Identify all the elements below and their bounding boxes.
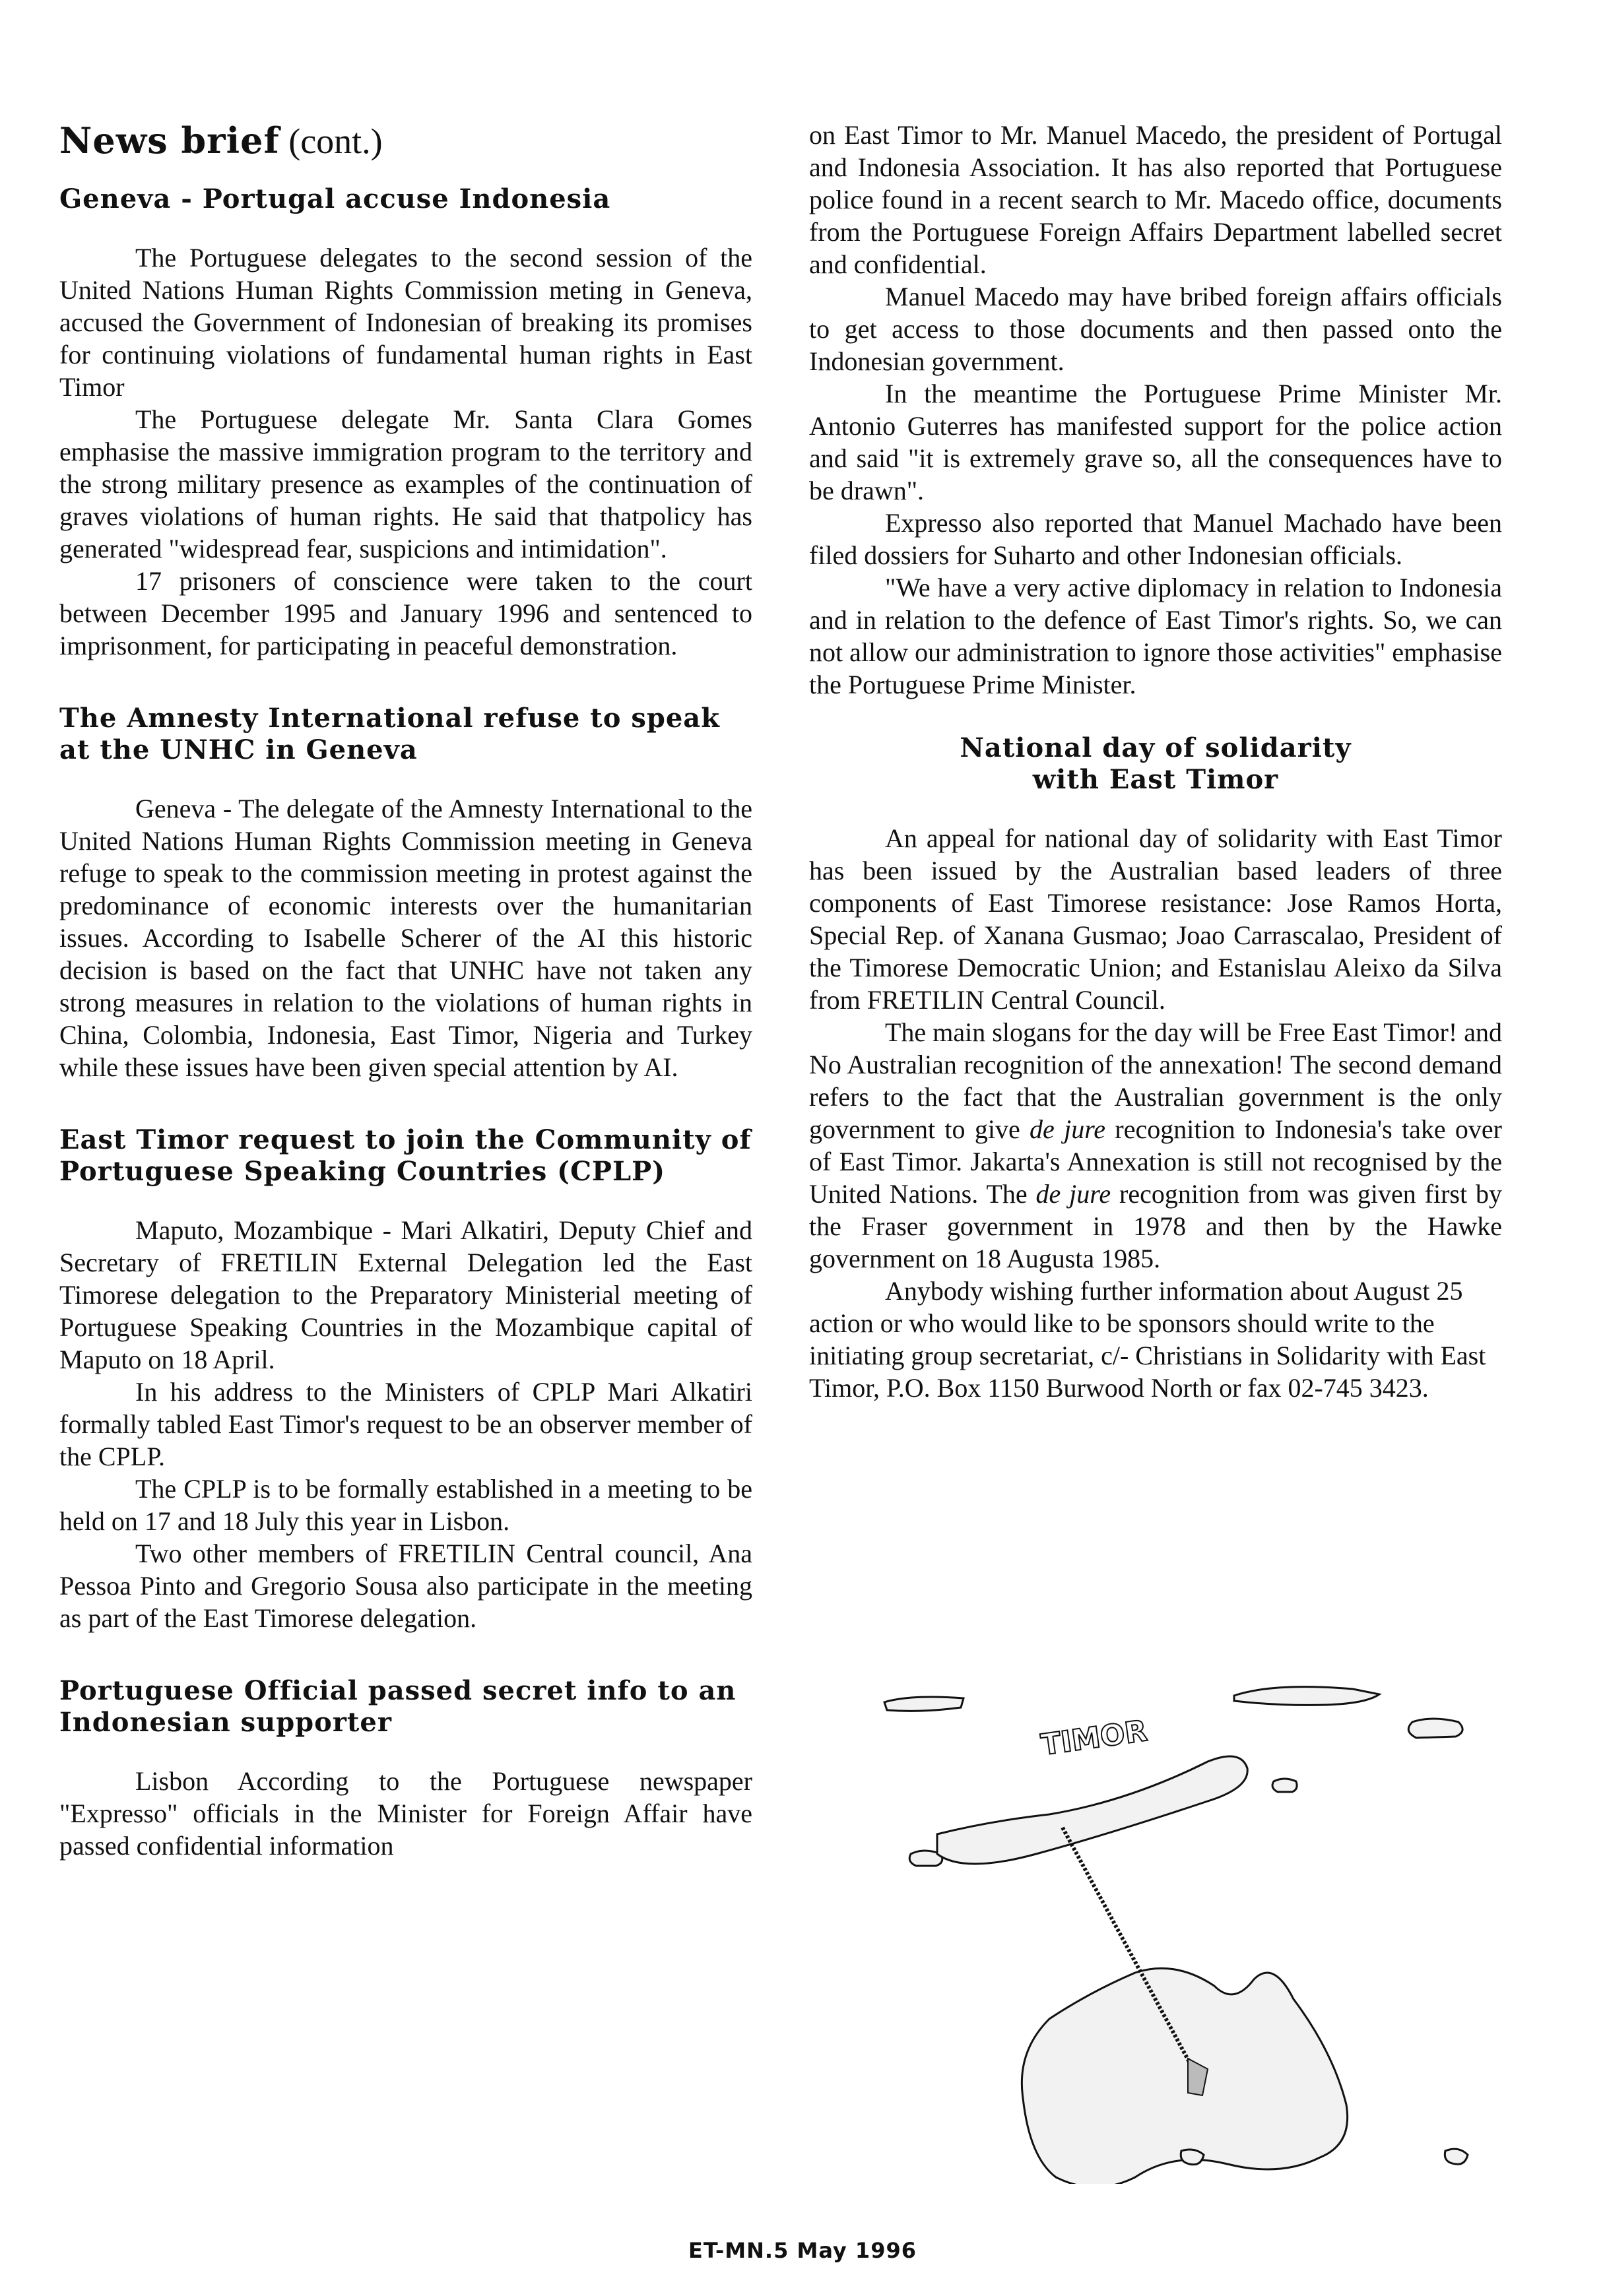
right-column: [809, 119, 1502, 1404]
paragraph: 17 prisoners of conscience were taken to the court between December 1995 and January 1996 and sentenced to imprisonment, for participating in peaceful demonstration.: [59, 566, 752, 661]
map-label: TIMOR: [1039, 1713, 1150, 1762]
paragraph: Two other members of FRETILIN Central council, Ana Pessoa Pinto and Gregorio Sousa also participate in the meeting as part of the East Timorese delegation.: [59, 1539, 752, 1634]
island-shape: [884, 1697, 964, 1711]
tasmania-shape: [1181, 2150, 1204, 2165]
heading-line: National day of solidarity: [960, 732, 1352, 763]
emphasis: de jure: [1035, 1179, 1111, 1209]
paragraph: The main slogans for the day will be Free East Timor! and No Australian recognition of the annexation! The second demand refers to the fact that the Australian government is the only government to give de jure recognition to Indonesia's take over of East Timor. Jakarta's Annexation is still not recognised by the United Nations. The de jure recognition from was given first by the Fraser government in 1978 and then by the Hawke government on 18 Augusta 1985.: [809, 1017, 1503, 1273]
paragraph: Expresso also reported that Manuel Machado have been filed dossiers for Suharto and other Indonesian officials.: [809, 508, 1502, 570]
article-heading-cplp: East Timor request to join the Community of Portuguese Speaking Countries (CPLP): [59, 1124, 752, 1188]
paragraph: on East Timor to Mr. Manuel Macedo, the president of Portugal and Indonesia Association. It has also reported that Portuguese police found in a recent search to Mr. Macedo office, documents from the Portuguese Foreign Affairs Department labelled secret and confidential.: [809, 120, 1502, 279]
paragraph: Maputo, Mozambique - Mari Alkatiri, Deputy Chief and Secretary of FRETILIN External Delegation led the East Timorese delegation to the Preparatory Ministerial meeting of Portuguese Speaking Countries in the Mozambique capital of Maputo on 18 April.: [59, 1215, 752, 1375]
paragraph: Manuel Macedo may have bribed foreign affairs officials to get access to those documents and then passed onto the Indonesian government.: [809, 282, 1502, 376]
article-heading-solidarity: [809, 732, 1502, 796]
article-heading-geneva: Geneva - Portugal accuse Indonesia: [59, 183, 611, 215]
left-column: [59, 112, 752, 1862]
article-heading-secret-info: Portuguese Official passed secret info to an Indonesian supporter: [59, 1675, 737, 1738]
timor-island-shape: [937, 1756, 1247, 1864]
map-timor-australia-icon: [865, 1676, 1511, 2184]
island-shape: [1234, 1687, 1379, 1706]
paragraph: In the meantime the Portuguese Prime Minister Mr. Antonio Guterres has manifested support for the police action and said "it is extremely grave so, all the consequences have to be drawn".: [809, 379, 1502, 505]
island-shape: [1408, 1719, 1462, 1738]
island-shape: [1272, 1779, 1297, 1792]
page-title: News brief: [59, 119, 280, 162]
article-heading-amnesty: The Amnesty International refuse to speak at the UNHC in Geneva: [59, 703, 720, 766]
paragraph: The Portuguese delegate Mr. Santa Clara Gomes emphasise the massive immigration program to the territory and the strong military presence as examples of the continuation of graves violations of human rights. He said that thatpolicy has generated "widespread fear, suspicions and intimidation".: [59, 404, 752, 564]
paragraph: The Portuguese delegates to the second session of the United Nations Human Rights Commission meting in Geneva, accused the Government of Indonesian of breaking its promises for continuing violations of fundamental human rights in East Timor: [59, 243, 752, 402]
paragraph: An appeal for national day of solidarity with East Timor has been issued by the Australian based leaders of three components of East Timorese resistance: Jose Ramos Horta, Special Rep. of Xanana Gusmao; Joao Carrascalao, President of the Timorese Democratic Union; and Estanislau Aleixo da Silva from FRETILIN Central Council.: [809, 823, 1502, 1015]
paragraph: Lisbon According to the Portuguese newspaper "Expresso" officials in the Minister for Foreign Affair have passed confidential information: [59, 1766, 752, 1861]
page-header: [59, 121, 752, 161]
page-title-suffix: (cont.): [288, 121, 383, 161]
paragraph: In his address to the Ministers of CPLP Mari Alkatiri formally tabled East Timor's request to be an observer member of the CPLP.: [59, 1377, 752, 1472]
paragraph: Anybody wishing further information about August 25 action or who would like to be sponsors should write to the initiating group secretariat, c/- Christians in Solidarity with East Timor, P.O. Box 1150 Burwood North or fax 02-745 3423.: [809, 1276, 1486, 1403]
island-shape: [1445, 2149, 1468, 2164]
heading-line: with East Timor: [1032, 764, 1279, 795]
paragraph: "We have a very active diplomacy in relation to Indonesia and in relation to the defence of East Timor's rights. So, we can not allow our administration to ignore those activities" emphasise the Portuguese Prime Minister.: [809, 573, 1502, 699]
paragraph: The CPLP is to be formally established in a meeting to be held on 17 and 18 July this year in Lisbon.: [59, 1474, 752, 1537]
map-illustration: [865, 1676, 1511, 2184]
page-footer: ET-MN.5 May 1996: [688, 2238, 917, 2263]
paragraph: Geneva - The delegate of the Amnesty International to the United Nations Human Rights Commission meeting in Geneva refuge to speak to the commission meeting in protest against the predominance of economic interests over the humanitarian issues. According to Isabelle Scherer of the AI this historic decision is based on the fact that UNHC have not taken any strong measures in relation to the violations of human rights in China, Colombia, Indonesia, East Timor, Nigeria and Turkey while these issues have been given special attention by AI.: [59, 794, 752, 1083]
emphasis: de jure: [1030, 1114, 1106, 1144]
